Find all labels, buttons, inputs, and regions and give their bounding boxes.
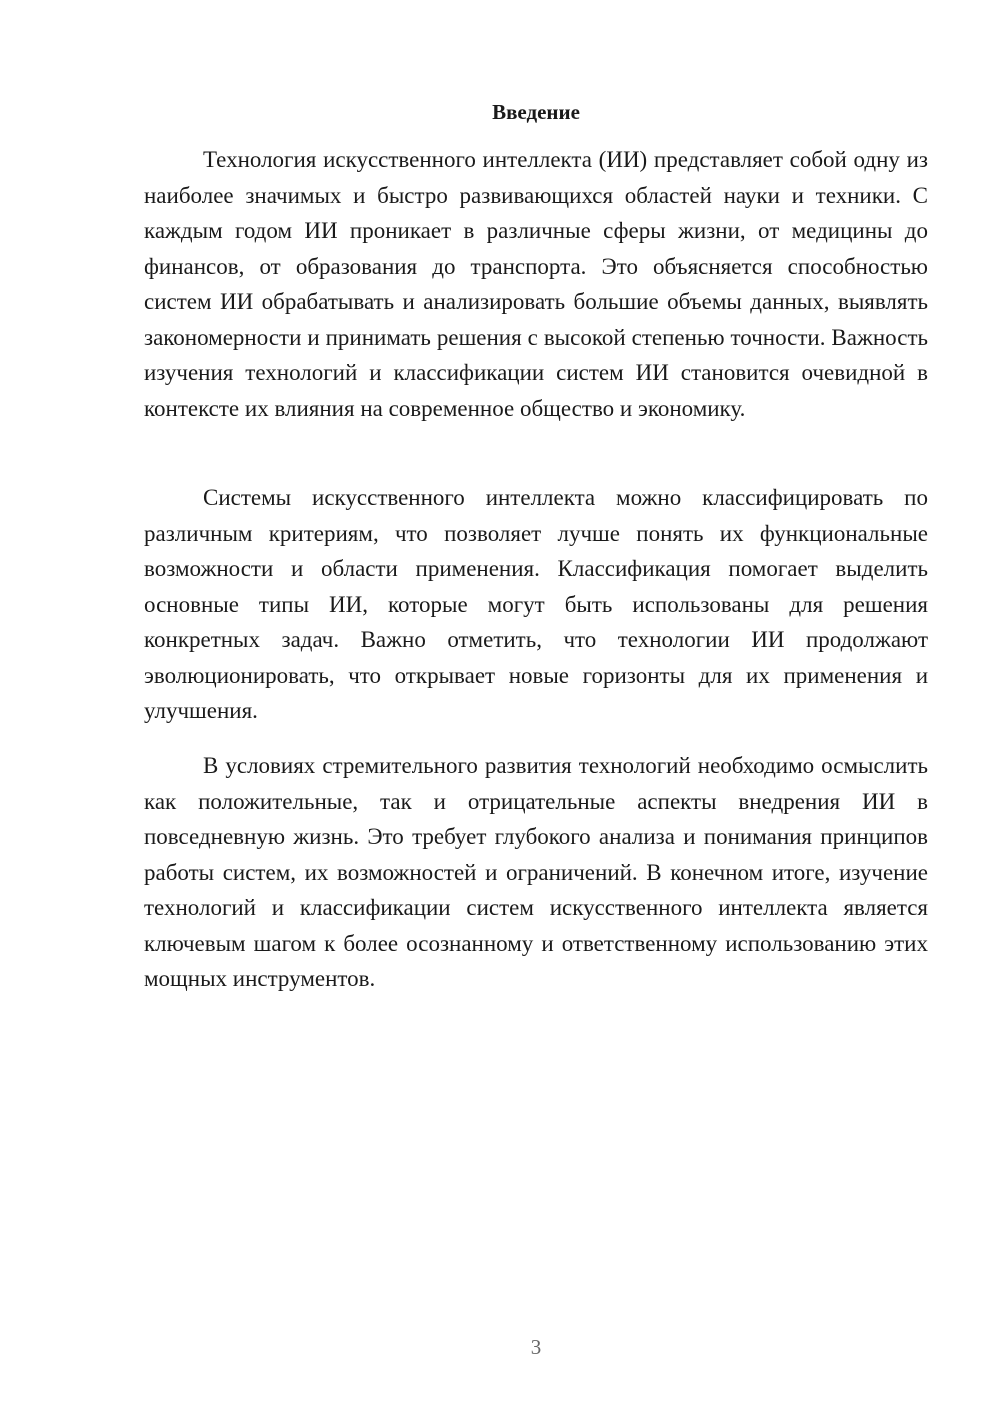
paragraph-1: Технология искусственного интеллекта (ИИ) представляет собой одну из наиболее значимых и быстро развивающихся областей науки и техники. С каждым годом ИИ проникает в различные сферы жизни, от медицины до финансов, от образования до транспорта. Это объясняется способностью систем ИИ обрабатывать и анализировать большие объемы данных, выявлять закономерности и принимать решения с высокой степенью точности. Важность изучения технологий и классификации систем ИИ становится очевидной в контексте их влияния на современное общество и экономику.: [144, 147, 928, 421]
paragraph-2: Системы искусственного интеллекта можно классифицировать по различным критериям, что позволяет лучше понять их функциональные возможности и области применения. Классификация помогает выделить основные типы ИИ, которые могут быть использованы для решения конкретных задач. Важно отметить, что технологии ИИ продолжают эволюционировать, что открывает новые горизонты для их применения и улучшения.: [144, 485, 928, 723]
section-heading: Введение: [492, 100, 580, 124]
page-number: 3: [530, 1335, 542, 1359]
paragraph-3: В условиях стремительного развития технологий необходимо осмыслить как положительные, так и отрицательные аспекты внедрения ИИ в повседневную жизнь. Это требует глубокого анализа и понимания принципов работы систем, их возможностей и ограничений. В конечном итоге, изучение технологий и классификации систем искусственного интеллекта является ключевым шагом к более осознанному и ответственному использованию этих мощных инструментов.: [144, 753, 928, 991]
